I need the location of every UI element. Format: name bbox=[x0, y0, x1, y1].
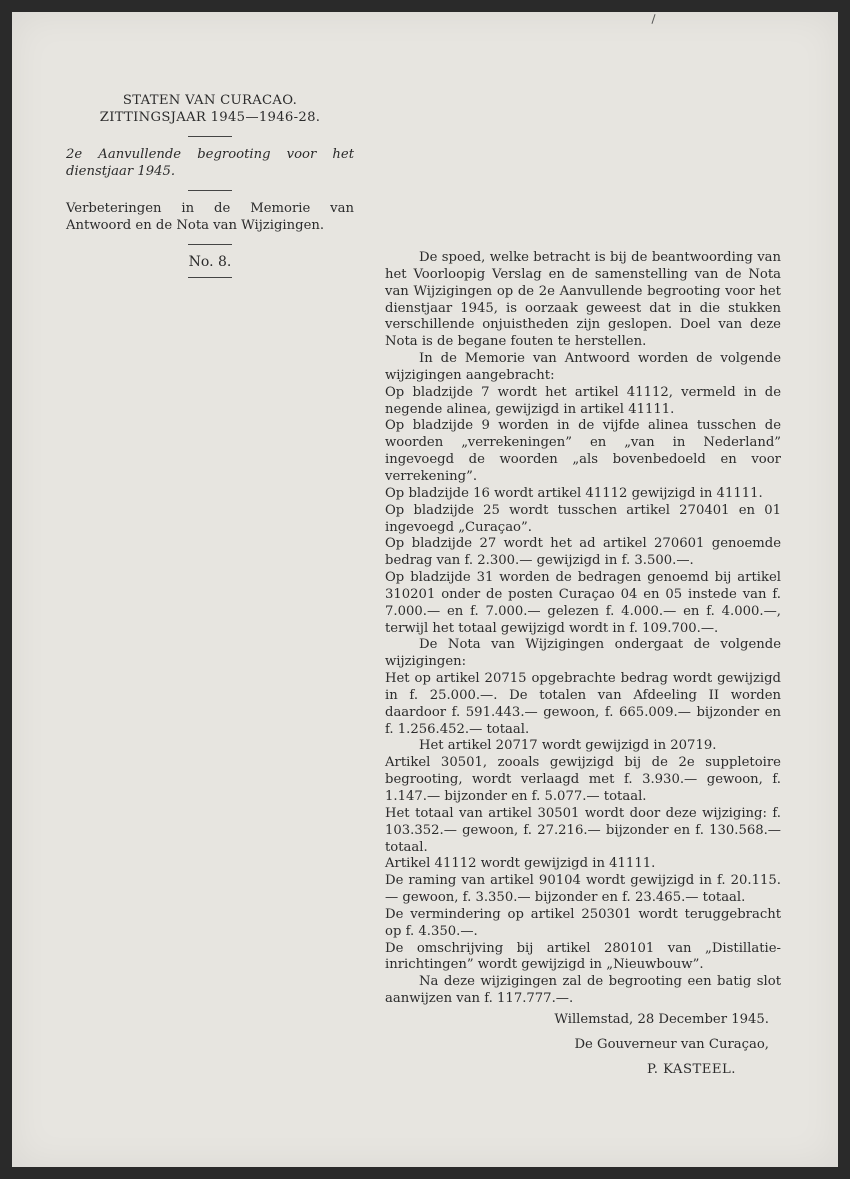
divider bbox=[188, 190, 232, 191]
body-text bbox=[385, 250, 781, 1079]
header-block bbox=[66, 92, 354, 287]
paragraph: Na deze wijzigingen zal de begrooting een batig slot aanwijzen van f. 117.777.—. bbox=[385, 974, 781, 1007]
paragraph: De spoed, welke betracht is bij de beantwoording van het Voorloopig Verslag en de samenstelling van de Nota van Wijzigingen op de 2e Aanvullende begrooting voor het dienstjaar 1945, is oorzaak geweest dat in die stukken verschillende onjuistheden zijn geslopen. Doel van deze Nota is de begane fouten te herstellen. bbox=[385, 250, 781, 350]
signature-place-date: Willemstad, 28 December 1945. bbox=[554, 1011, 769, 1027]
ink-mark bbox=[651, 14, 655, 24]
paragraph: Het totaal van artikel 30501 wordt door deze wijziging: f. 103.352.— gewoon, f. 27.216.— bijzonder en f. 130.568.— totaal. bbox=[385, 805, 781, 855]
divider bbox=[188, 277, 232, 278]
paragraph: Het artikel 20717 wordt gewijzigd in 20719. bbox=[419, 738, 717, 754]
paragraph: Artikel 41112 wordt gewijzigd in 41111. bbox=[385, 856, 656, 872]
paragraph: Artikel 30501, zooals gewijzigd bij de 2e suppletoire begrooting, wordt verlaagd met f. 3.930.— gewoon, f. 1.147.— bijzonder en f. 5.077.— totaal. bbox=[385, 755, 781, 804]
header-line-2: ZITTINGSJAAR 1945—1946-28. bbox=[99, 110, 321, 125]
paragraph: Op bladzijde 27 wordt het ad artikel 270601 genoemde bedrag van f. 2.300.— gewijzigd in f. 3.500.—. bbox=[385, 536, 781, 569]
divider bbox=[188, 244, 232, 245]
document-page bbox=[12, 12, 838, 1167]
document-number: No. 8. bbox=[188, 254, 232, 270]
paragraph: Het op artikel 20715 opgebrachte bedrag wordt gewijzigd in f. 25.000.—. De totalen van Afdeeling II worden daardoor f. 591.443.— gewoon, f. 665.009.— bijzonder en f. 1.256.452.— totaal. bbox=[385, 671, 781, 737]
paragraph: Op bladzijde 7 wordt het artikel 41112, vermeld in de negende alinea, gewijzigd in artikel 41111. bbox=[385, 384, 781, 417]
paragraph: De omschrijving bij artikel 280101 van „Distillatie-inrichtingen” wordt gewijzigd in „Nieuwbouw”. bbox=[385, 940, 781, 973]
paragraph: De Nota van Wijzigingen ondergaat de volgende wijzigingen: bbox=[385, 637, 781, 670]
divider bbox=[188, 136, 232, 137]
header-subtitle: 2e Aanvullende begrooting voor het dienstjaar 1945. bbox=[66, 147, 354, 179]
paragraph: Op bladzijde 25 wordt tusschen artikel 270401 en 01 ingevoegd „Curaçao”. bbox=[385, 502, 781, 535]
paragraph: Op bladzijde 16 wordt artikel 41112 gewijzigd in 41111. bbox=[385, 485, 763, 501]
header-description: Verbeteringen in de Memorie van Antwoord en de Nota van Wijzigingen. bbox=[66, 201, 354, 233]
paragraph: In de Memorie van Antwoord worden de volgende wijzigingen aangebracht: bbox=[385, 351, 781, 383]
signature-name: P. KASTEEL. bbox=[647, 1061, 736, 1077]
paragraph: Op bladzijde 31 worden de bedragen genoemd bij artikel 310201 onder de posten Curaçao 04 en 05 instede van f. 7.000.— en f. 7.000.— gelezen f. 4.000.— en f. 4.000.—, terwijl het totaal gewijzigd wordt in f. 109.700.—. bbox=[385, 570, 781, 636]
header-line-1: STATEN VAN CURACAO. bbox=[122, 93, 298, 108]
paragraph: De vermindering op artikel 250301 wordt teruggebracht op f. 4.350.—. bbox=[385, 906, 781, 939]
signature-role: De Gouverneur van Curaçao, bbox=[574, 1036, 769, 1052]
paragraph: Op bladzijde 9 worden in de vijfde alinea tusschen de woorden „verrekeningen” en „van in Nederland” ingevoegd de woorden „als bovenbedoeld en voor verrekening”. bbox=[385, 418, 781, 484]
paragraph: De raming van artikel 90104 wordt gewijzigd in f. 20.115.— gewoon, f. 3.350.— bijzonder en f. 23.465.— totaal. bbox=[385, 873, 781, 906]
